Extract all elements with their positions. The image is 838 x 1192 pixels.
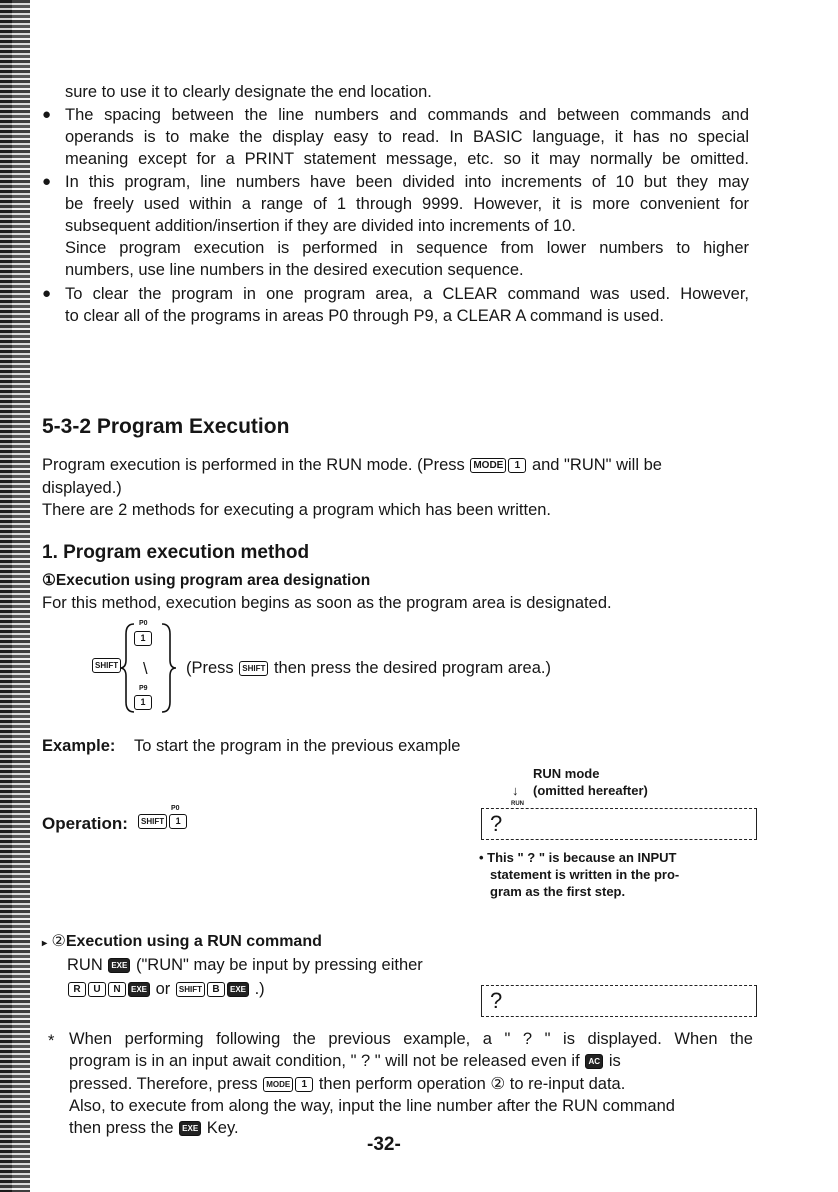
bullet2-line5: numbers, use line numbers in the desired execution sequence. (65, 261, 524, 279)
bullet3-line2: to clear all of the programs in areas P0 through P9, a CLEAR A command is used. (65, 307, 664, 325)
one-key: 1 (508, 458, 526, 473)
bullet2-line4: Since program execution is performed in sequence from lower numbers to higher (65, 239, 749, 257)
bullet1-line2: operands is to make the display easy to read. In BASIC language, it has no special (65, 128, 749, 146)
bullet2-line2: be freely used within a range of 1 through 9999. However, it is more convenient for (65, 195, 749, 213)
omitted-label: (omitted hereafter) (533, 783, 648, 798)
footnote-line3: pressed. Therefore, press MODE 1 then perform operation ② to re-input data. (69, 1075, 626, 1093)
shift-key: SHIFT (138, 814, 167, 829)
method2-line2: R U N EXE or SHIFT B EXE .) (67, 978, 265, 1000)
note-line2: statement is written in the pro- (490, 867, 680, 882)
right-brace (158, 622, 178, 714)
mode-key: MODE (263, 1077, 293, 1092)
exe-key: EXE (128, 982, 150, 997)
run-mode-label: RUN mode (533, 766, 600, 781)
footnote-line1: When performing following the previous example, a " ? " is displayed. When the (69, 1030, 753, 1048)
shift-key: SHIFT (176, 982, 205, 997)
n-key: N (108, 982, 126, 997)
section-para1: Program execution is performed in the RUN mode. (Press MODE 1 and "RUN" will be (42, 456, 662, 474)
press-note: (Press SHIFT then press the desired program area.) (186, 659, 551, 677)
method1-heading: ①Execution using program area designation (42, 572, 371, 589)
method1-desc: For this method, execution begins as soon as the program area is designated. (42, 594, 612, 612)
intro-line: sure to use it to clearly designate the end location. (65, 83, 432, 101)
b-key: B (207, 982, 225, 997)
operation-label: Operation: (42, 814, 128, 833)
p0-key-wrap (133, 630, 153, 648)
footnote-star: * (48, 1032, 55, 1050)
shift-key: SHIFT (92, 658, 121, 673)
range-separator: \ (143, 660, 148, 678)
footnote-line4: Also, to execute from along the way, input the line number after the RUN command (69, 1097, 675, 1115)
mode-key: MODE (470, 458, 506, 473)
footnote-line2: program is in an input await condition, " ? " will not be released even if AC is (69, 1052, 621, 1070)
p0-key: 1 (169, 814, 187, 829)
scan-edge (0, 0, 30, 1192)
note-line3: gram as the first step. (490, 884, 626, 899)
bullet1-line3: meaning except for a PRINT statement message, etc. so it may normally be omitted. (65, 150, 749, 168)
bullet-icon: ● (42, 106, 52, 123)
note-line1: • This " ? " is because an INPUT (479, 850, 677, 865)
example-line: Example: To start the program in the previous example (42, 737, 461, 755)
bullet-icon: ▸ (42, 938, 48, 949)
display-screen: ? (481, 985, 757, 1017)
p9-key: 1 (134, 695, 152, 710)
method2-line1: RUN EXE ("RUN" may be input by pressing either (67, 956, 423, 974)
shift-key: SHIFT (239, 661, 268, 676)
footnote-line5: then press the EXE Key. (69, 1119, 239, 1137)
method2-heading: ▸ ②Execution using a RUN command (42, 933, 322, 950)
operation-keys (137, 813, 188, 831)
p0-label: P0 (139, 620, 148, 627)
arrow-icon: ↓ (512, 783, 519, 798)
bullet-icon: ● (42, 285, 52, 302)
one-key: 1 (295, 1077, 313, 1092)
bullet1-line1: The spacing between the line numbers and commands and between commands and (65, 106, 749, 124)
r-key: R (68, 982, 86, 997)
section-title: 5-3-2 Program Execution (42, 415, 290, 438)
u-key: U (88, 982, 106, 997)
exe-key: EXE (179, 1121, 201, 1136)
section-para2: There are 2 methods for executing a program which has been written. (42, 501, 552, 519)
bullet-icon: ● (42, 173, 52, 190)
p0-label: P0 (171, 805, 180, 812)
run-indicator: RUN (511, 801, 524, 807)
bullet2-line1: In this program, line numbers have been divided into increments of 10 but they may (65, 173, 749, 191)
ac-key: AC (585, 1054, 603, 1069)
p0-key: 1 (134, 631, 152, 646)
bullet3-line1: To clear the program in one program area, a CLEAR command was used. However, (65, 285, 749, 303)
p9-label: P9 (139, 685, 148, 692)
bullet2-line3: subsequent addition/insertion if they are divided into increments of 10. (65, 217, 576, 235)
exe-key: EXE (227, 982, 249, 997)
display-screen: ? (481, 808, 757, 840)
exe-key: EXE (108, 958, 130, 973)
section-para1-line2: displayed.) (42, 479, 122, 497)
method-title: 1. Program execution method (42, 542, 310, 563)
page-number: -32- (367, 1134, 401, 1155)
p9-key-wrap (133, 694, 153, 712)
